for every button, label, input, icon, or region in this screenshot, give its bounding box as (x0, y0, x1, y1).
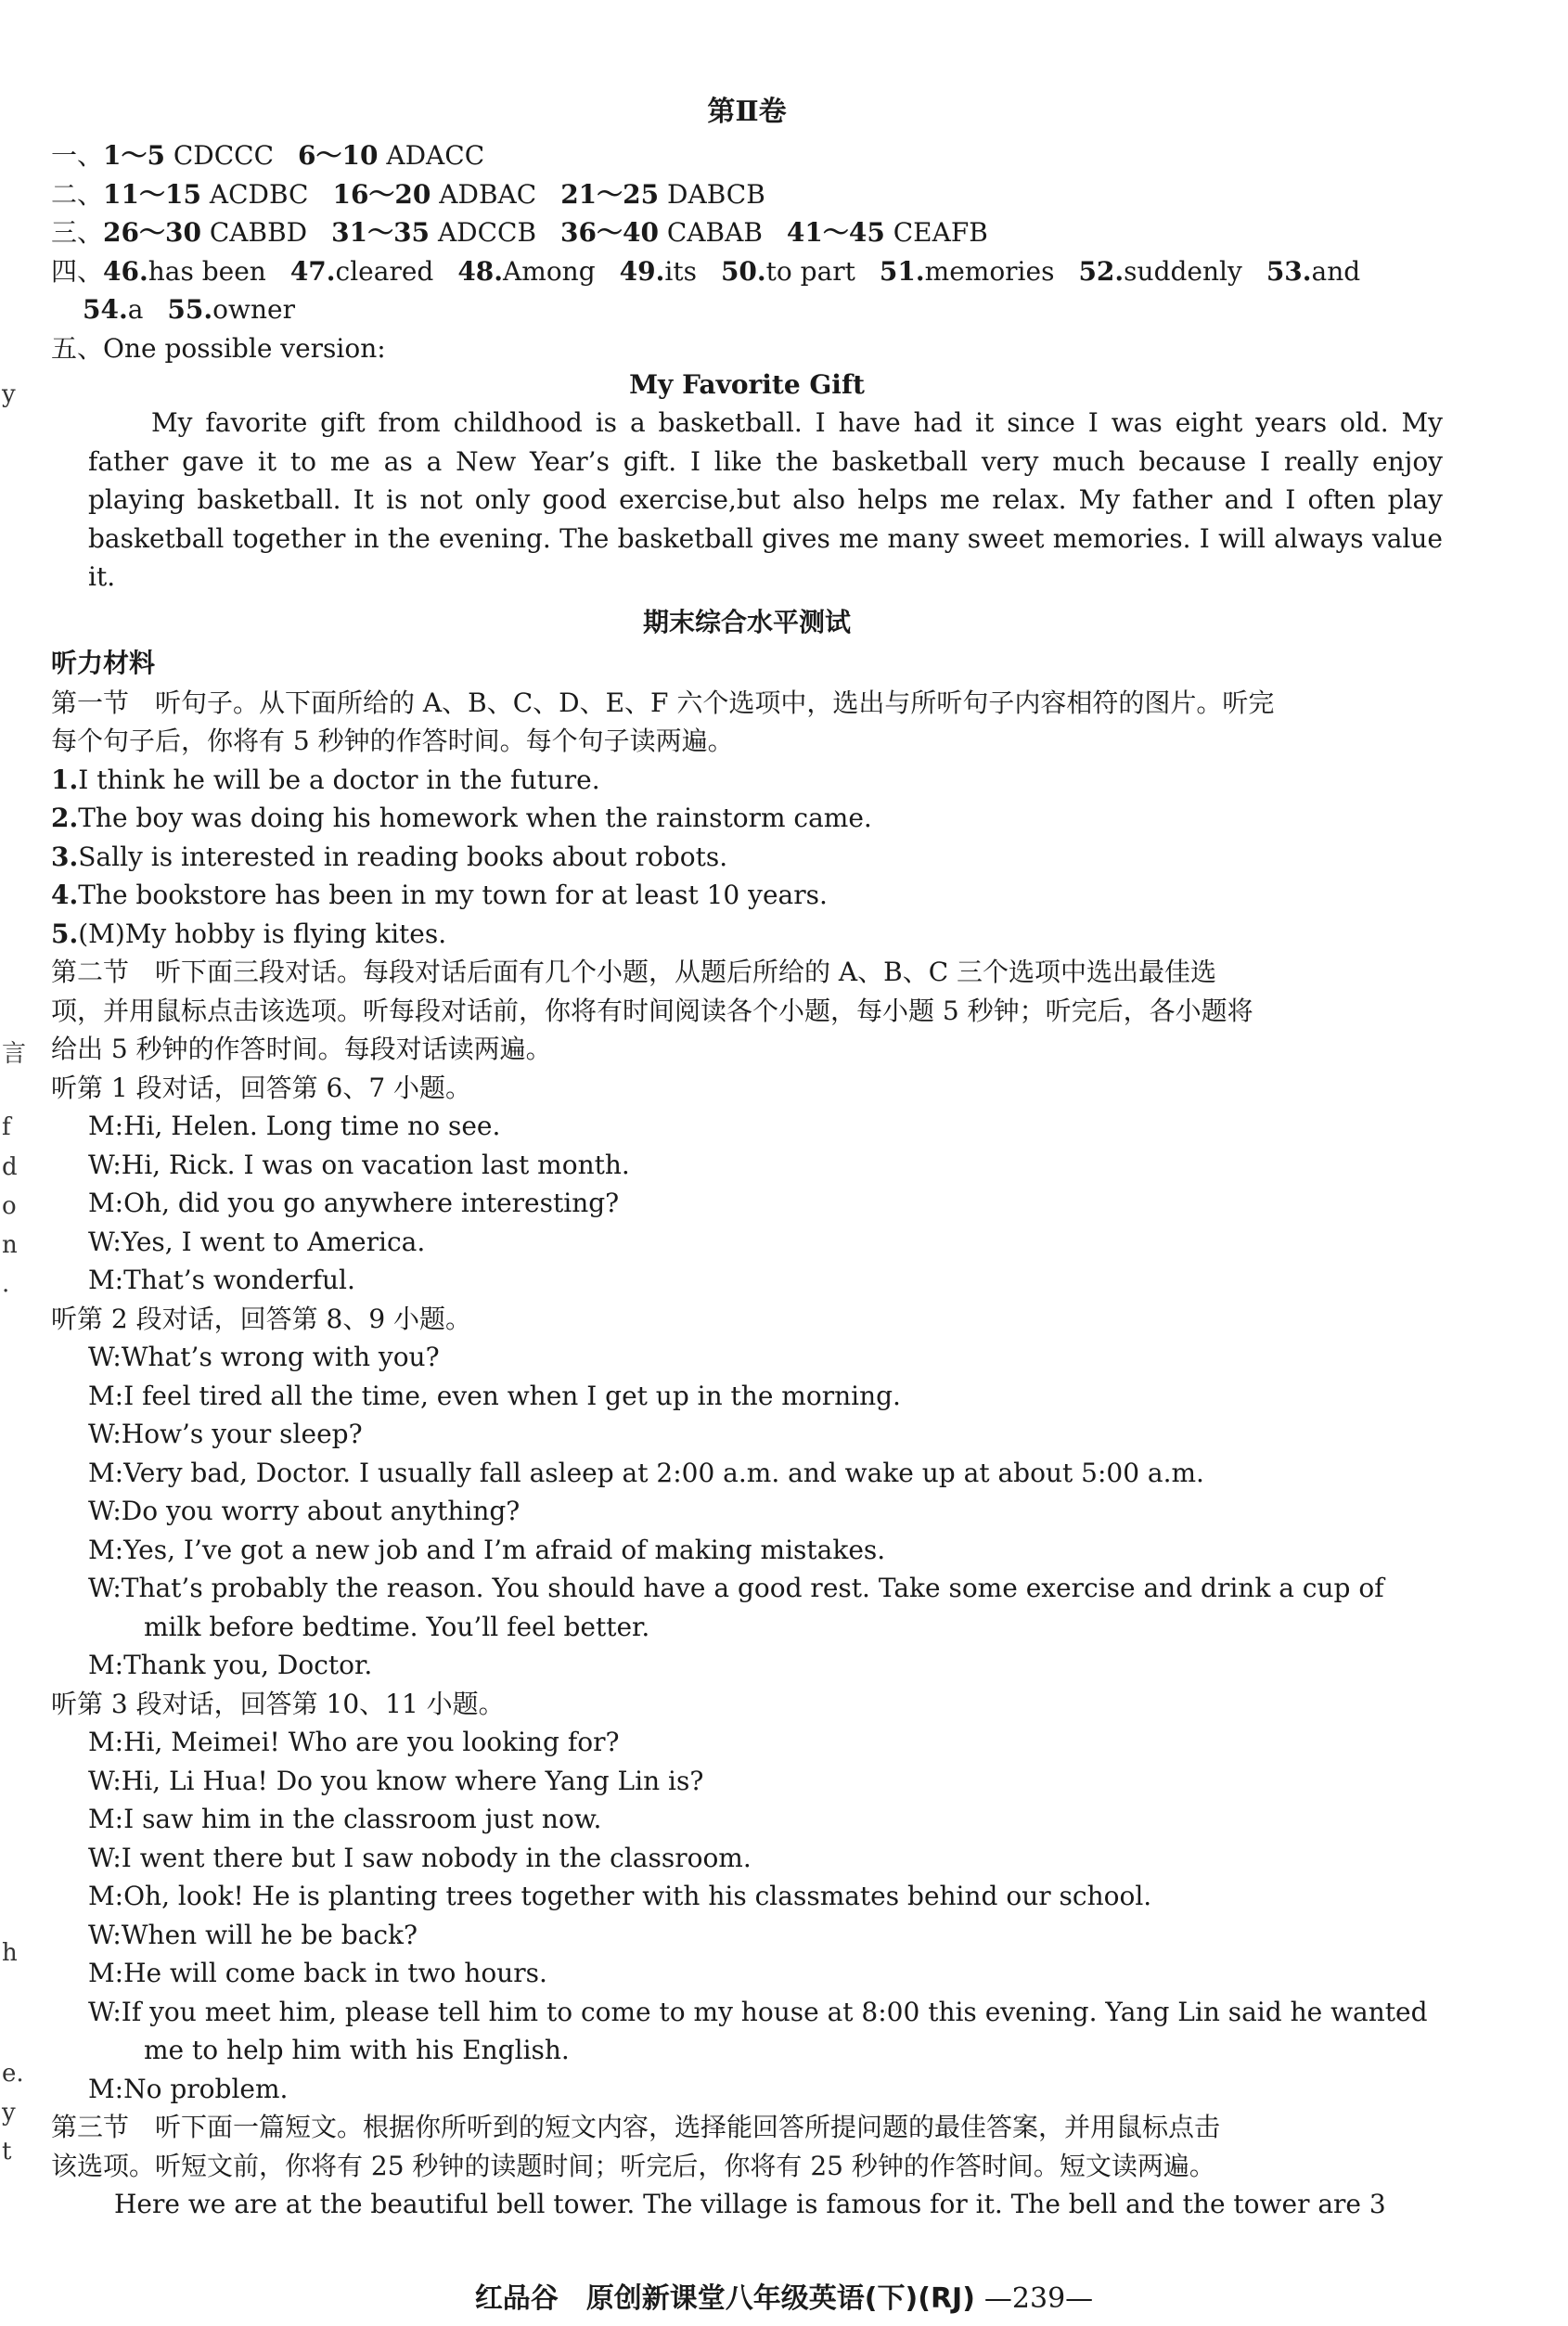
sentence: 5.(M)My hobby is flying kites. (51, 918, 447, 949)
answer-row: 54.a 55.owner (83, 294, 295, 325)
dialogue-line: M:That’s wonderful. (88, 1265, 355, 1295)
dialogue-line: M:Yes, I’ve got a new job and I’m afraid of making mistakes. (88, 1534, 886, 1565)
part1-instruction: 每个句子后，你将有 5 秒钟的作答时间。每个句子读两遍。 (51, 726, 734, 756)
dialogue-line: W:When will he be back? (88, 1919, 418, 1950)
essay-body: My favorite gift from childhood is a basketball. I have had it since I was eight years old. My father gave it to me as a New Year’s gift. I like the basketball very much because I really enjoy playing basketball. It is not only good exercise,but also helps me relax. My father and I often play basketball together in the evening. The basketball gives me many sweet memories. I will always value it. (88, 407, 1443, 592)
edge-char: t (2, 2138, 12, 2165)
dialogue-line: M:Hi, Meimei! Who are you looking for? (88, 1727, 620, 1757)
dialogue-heading: 听第 1 段对话，回答第 6、7 小题。 (51, 1072, 472, 1103)
dialogue-line: W:Hi, Li Hua! Do you know where Yang Lin is? (88, 1765, 704, 1796)
dialogue-line: W:Yes, I went to America. (88, 1226, 426, 1257)
dialogue-line: W:That’s probably the reason. You should have a good rest. Take some exercise and drink a cup of (88, 1573, 1384, 1603)
dialogue-line: M:No problem. (88, 2073, 289, 2104)
edge-char: o (2, 1192, 17, 1220)
dialogue-line: W:Do you worry about anything? (88, 1496, 521, 1526)
answer-row: 五、One possible version: (51, 332, 386, 364)
sentence: 2.The boy was doing his homework when the rainstorm came. (51, 803, 872, 833)
answer-row: 三、26～30 CABBD 31～35 ADCCB 36～40 CABAB 41～45 CEAFB (51, 217, 988, 248)
dialogue-line: M:I feel tired all the time, even when I get up in the morning. (88, 1380, 901, 1411)
part2-instruction: 项，并用鼠标点击该选项。听每段对话前，你将有时间阅读各个小题，每小题 5 秒钟；听完后，各小题将 (51, 995, 1253, 1026)
dialogue-line: M:Oh, look! He is planting trees together with his classmates behind our school. (88, 1881, 1152, 1911)
edge-char: . (2, 1270, 10, 1298)
dialogue-line: M:He will come back in two hours. (88, 1958, 547, 1988)
part3-instruction: 第三节 听下面一篇短文。根据你所听到的短文内容，选择能回答所提问题的最佳答案，并用鼠标点击 (51, 2112, 1221, 2142)
dialogue-line: me to help him with his English. (144, 2035, 570, 2065)
edge-char: h (2, 1939, 18, 1967)
essay-title: My Favorite Gift (629, 369, 865, 400)
dialogue-line: M:Very bad, Doctor. I usually fall asleep at 2:00 a.m. and wake up at about 5:00 a.m. (88, 1457, 1204, 1488)
listening-heading: 听力材料 (51, 647, 156, 678)
dialogue-line: M:Hi, Helen. Long time no see. (88, 1111, 501, 1141)
section-title: 第Ⅱ卷 (707, 96, 787, 128)
dialogue-line: W:How’s your sleep? (88, 1419, 363, 1449)
answer-row: 一、1～5 CDCCC 6～10 ADACC (51, 140, 485, 171)
part1-instruction: 第一节 听句子。从下面所给的 A、B、C、D、E、F 六个选项中，选出与所听句子内容相符的图片。听完 (51, 687, 1275, 718)
sentence: 3.Sally is interested in reading books about robots. (51, 841, 728, 872)
test-title: 期末综合水平测试 (642, 606, 851, 637)
footer-brand: 红品谷 (474, 2282, 559, 2315)
page-number: —239— (983, 2282, 1094, 2315)
edge-char: 言 (2, 1040, 27, 1068)
edge-char: e. (2, 2060, 24, 2088)
edge-char: y (2, 2099, 16, 2127)
part3-instruction: 该选项。听短文前，你将有 25 秒钟的读题时间；听完后，你将有 25 秒钟的作答时间。短文读两遍。 (51, 2150, 1215, 2181)
dialogue-line: W:What’s wrong with you? (88, 1342, 440, 1372)
edge-char: n (2, 1231, 18, 1259)
part2-instruction: 给出 5 秒钟的作答时间。每段对话读两遍。 (51, 1034, 552, 1064)
dialogue-line: M:Thank you, Doctor. (88, 1650, 373, 1680)
dialogue-line: W:I went there but I saw nobody in the classroom. (88, 1842, 752, 1873)
page-footer (0, 2275, 1568, 2316)
dialogue-heading: 听第 2 段对话，回答第 8、9 小题。 (51, 1303, 472, 1334)
passage-text: Here we are at the beautiful bell tower. The village is famous for it. The bell and the tower are 3 (114, 2189, 1386, 2219)
footer-book: 原创新课堂八年级英语(下)(RJ) (585, 2282, 975, 2315)
page-content (51, 88, 1443, 2224)
dialogue-line: W:Hi, Rick. I was on vacation last month. (88, 1149, 630, 1180)
dialogue-heading: 听第 3 段对话，回答第 10、11 小题。 (51, 1688, 505, 1719)
edge-char: d (2, 1153, 18, 1181)
part2-instruction: 第二节 听下面三段对话。每段对话后面有几个小题，从题后所给的 A、B、C 三个选项中选出最佳选 (51, 957, 1217, 987)
answer-row: 四、46.has been 47.cleared 48.Among 49.its 50.to part 51.memories 52.suddenly 53.and (51, 255, 1361, 287)
edge-char: y (2, 380, 16, 408)
dialogue-line: M:Oh, did you go anywhere interesting? (88, 1188, 620, 1218)
dialogue-line: M:I saw him in the classroom just now. (88, 1804, 602, 1834)
sentence: 1.I think he will be a doctor in the future. (51, 764, 600, 795)
sentence: 4.The bookstore has been in my town for at least 10 years. (51, 880, 828, 910)
edge-char: f (2, 1113, 11, 1141)
dialogue-line: W:If you meet him, please tell him to come to my house at 8:00 this evening. Yang Lin said he wanted (88, 1996, 1428, 2027)
answer-row: 二、11～15 ACDBC 16～20 ADBAC 21～25 DABCB (51, 178, 765, 210)
dialogue-line: milk before bedtime. You’ll feel better. (144, 1611, 650, 1642)
